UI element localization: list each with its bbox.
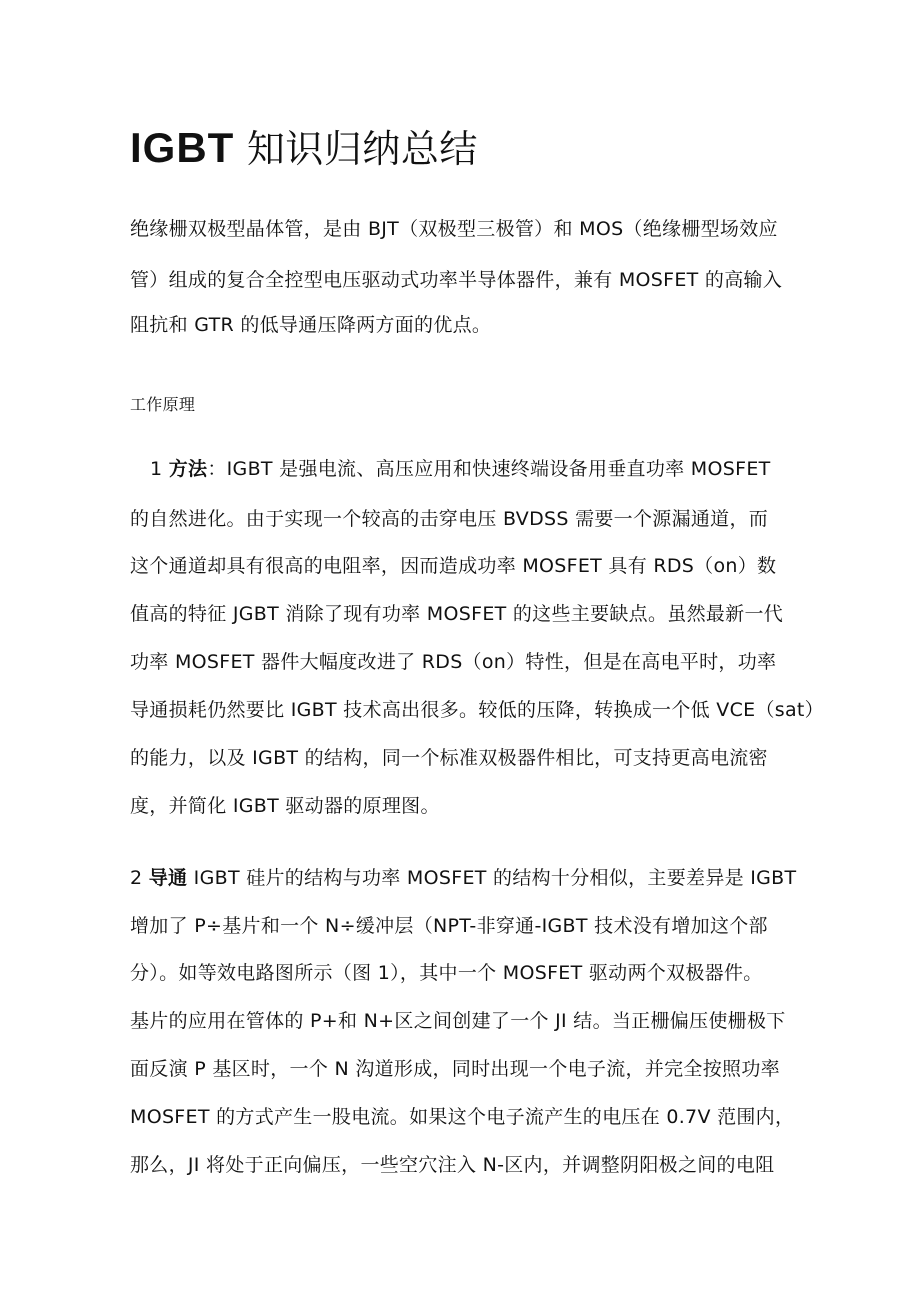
intro-line: 绝缘栅双极型晶体管，是由 BJT（双极型三极管）和 MOS（绝缘栅型场效应 <box>130 218 778 240</box>
conduction-line: 那么，JI 将处于正向偏压，一些空穴注入 N-区内，并调整阴阳极之间的电阻 <box>130 1154 775 1176</box>
method-first-line-text: ：IGBT 是强电流、高压应用和快速终端设备用垂直功率 MOSFET <box>207 458 771 480</box>
conduction-line: 面反演 P 基区时，一个 N 沟道形成，同时出现一个电子流，并完全按照功率 <box>130 1058 780 1080</box>
conduction-line: 基片的应用在管体的 P+和 N+区之间创建了一个 JI 结。当正栅偏压使栅极下 <box>130 1010 786 1032</box>
method-number: 1 <box>150 458 169 480</box>
method-line: 的能力，以及 IGBT 的结构，同一个标准双极器件相比，可支持更高电流密 <box>130 747 768 769</box>
method-label: 方法 <box>168 458 208 480</box>
method-first-line <box>150 453 771 485</box>
page-title <box>130 122 830 175</box>
method-line: 度，并简化 IGBT 驱动器的原理图。 <box>130 795 440 817</box>
conduction-line: MOSFET 的方式产生一股电流。如果这个电子流产生的电压在 0.7V 范围内， <box>130 1106 795 1128</box>
title-acronym: IGBT <box>130 124 235 171</box>
conduction-first-line <box>130 862 796 894</box>
conduction-line: 增加了 P÷基片和一个 N÷缓冲层（NPT-非穿通-IGBT 技术没有增加这个部 <box>130 915 768 937</box>
method-line: 的自然进化。由于实现一个较高的击穿电压 BVDSS 需要一个源漏通道，而 <box>130 508 769 530</box>
conduction-first-line-text: IGBT 硅片的结构与功率 MOSFET 的结构十分相似，主要差异是 IGBT <box>187 867 797 889</box>
method-line: 这个通道却具有很高的电阻率，因而造成功率 MOSFET 具有 RDS（on）数 <box>130 555 777 577</box>
method-line: 功率 MOSFET 器件大幅度改进了 RDS（on）特性，但是在高电平时，功率 <box>130 651 777 673</box>
conduction-number: 2 <box>130 867 149 889</box>
conduction-line: 分）。如等效电路图所示（图 1），其中一个 MOSFET 驱动两个双极器件。 <box>130 962 763 984</box>
conduction-label: 导通 <box>148 867 188 889</box>
title-text: 知识归纳总结 <box>234 127 478 171</box>
section-heading: 工作原理 <box>130 395 196 414</box>
method-line: 导通损耗仍然要比 IGBT 技术高出很多。较低的压降，转换成一个低 VCE（sat） <box>130 699 824 721</box>
method-line: 值高的特征 JGBT 消除了现有功率 MOSFET 的这些主要缺点。虽然最新一代 <box>130 603 784 625</box>
intro-line: 阻抗和 GTR 的低导通压降两方面的优点。 <box>130 314 492 336</box>
intro-line: 管）组成的复合全控型电压驱动式功率半导体器件，兼有 MOSFET 的高输入 <box>130 269 783 291</box>
